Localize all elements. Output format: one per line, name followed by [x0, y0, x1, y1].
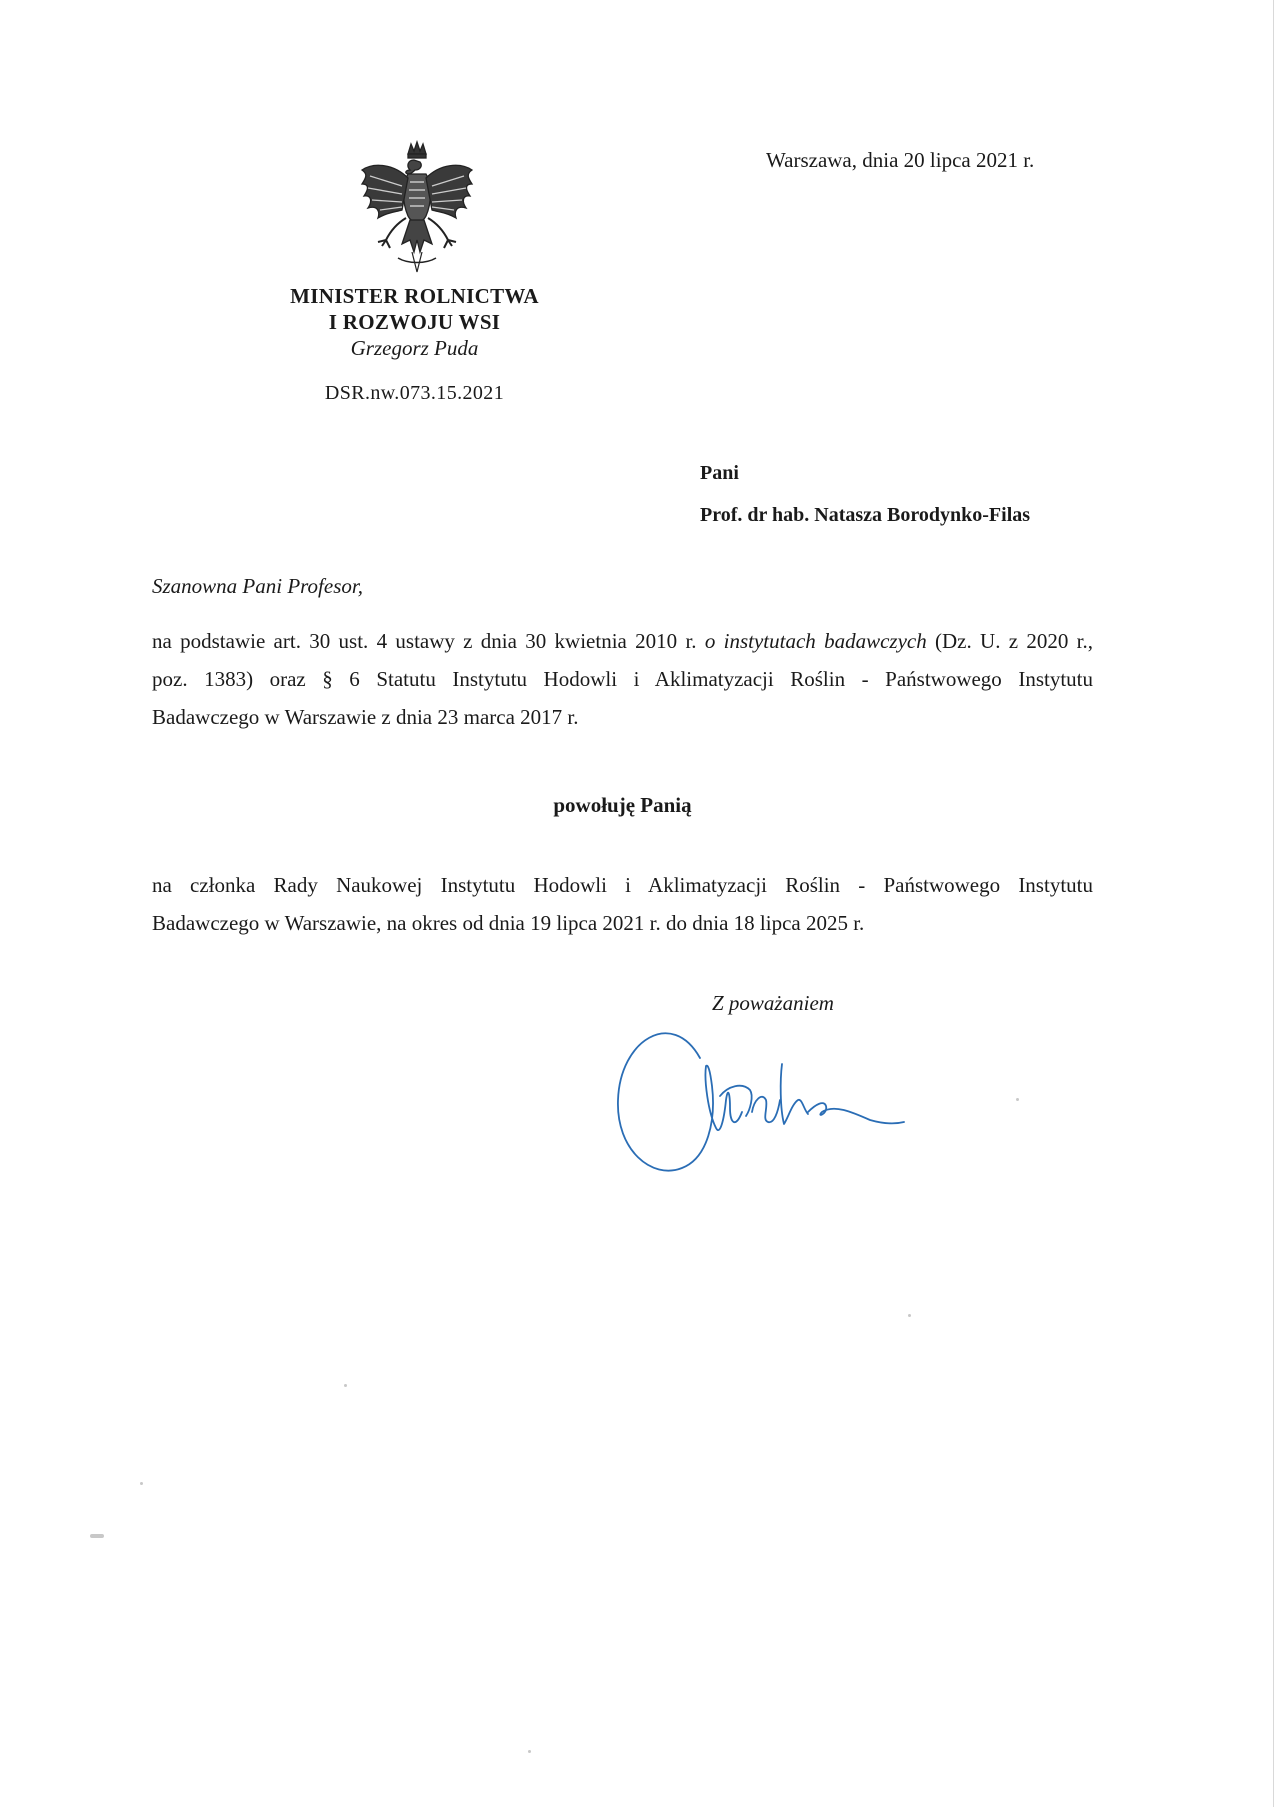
paragraph-2-line-1: na członka Rady Naukowej Instytutu Hodowli i Aklimatyzacji Roślin - Państwowego Instytutu	[152, 873, 1093, 897]
paragraph-legal-basis	[152, 622, 1093, 736]
issuer-block	[236, 283, 593, 362]
paragraph-1-line-3: Badawczego w Warszawie z dnia 23 marca 2017 r.	[152, 705, 579, 729]
paragraph-2-line-2: Badawczego w Warszawie, na okres od dnia 19 lipca 2021 r. do dnia 18 lipca 2025 r.	[152, 911, 865, 935]
reference-number: DSR.nw.073.15.2021	[324, 382, 505, 404]
paragraph-1-act-title: o instytutach badawczych	[704, 629, 927, 653]
date-line: Warszawa, dnia 20 lipca 2021 r.	[766, 148, 1035, 172]
salutation: Szanowna Pani Profesor,	[152, 574, 363, 598]
issuer-title-line-2: I ROZWOJU WSI	[328, 310, 501, 334]
paragraph-1-line-1-end: (Dz. U. z 2020 r.,	[926, 629, 1093, 653]
recipient-line-1: Pani	[700, 462, 739, 484]
handwritten-signature-icon	[612, 1000, 942, 1190]
scan-edge	[1273, 0, 1274, 1807]
paragraph-1-line-2: poz. 1383) oraz § 6 Statutu Instytutu Hodowli i Aklimatyzacji Roślin - Państwowego Instytutu	[152, 667, 1093, 691]
scan-speck	[344, 1384, 347, 1387]
scan-speck	[140, 1482, 143, 1485]
paragraph-1-line-1-start: na podstawie art. 30 ust. 4 ustawy z dnia 30 kwietnia 2010 r.	[152, 629, 705, 653]
polish-eagle-emblem-icon	[358, 140, 476, 276]
scan-speck	[90, 1534, 104, 1538]
issuer-title-line-1: MINISTER ROLNICTWA	[290, 284, 539, 308]
recipient-block	[700, 452, 1030, 536]
paragraph-appointment	[152, 866, 1093, 942]
paragraph-1-line-1	[152, 622, 1093, 660]
scan-speck	[908, 1314, 911, 1317]
decision-heading: powołuję Panią	[553, 793, 692, 817]
issuer-name: Grzegorz Puda	[350, 336, 479, 360]
recipient-line-2: Prof. dr hab. Natasza Borodynko-Filas	[700, 504, 1031, 526]
scan-speck	[1016, 1098, 1019, 1101]
scan-speck	[528, 1750, 531, 1753]
closing-text: Z poważaniem	[712, 991, 834, 1015]
